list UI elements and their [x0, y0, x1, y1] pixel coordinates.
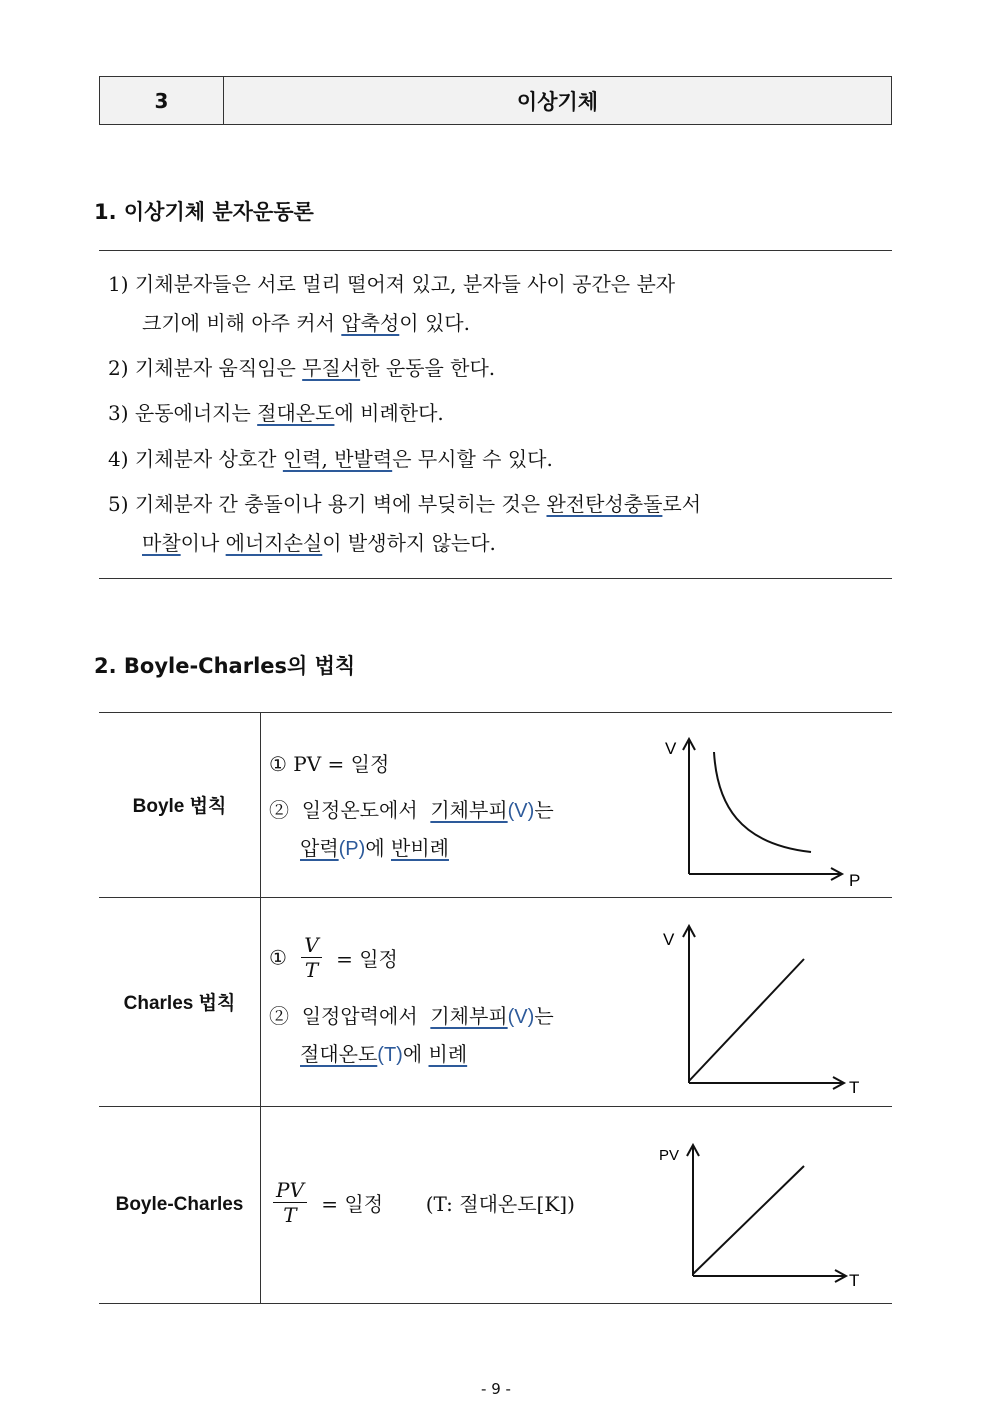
chapter-title: 이상기체: [516, 89, 599, 114]
boyle-graph: [659, 724, 859, 894]
inverse-curve: [714, 752, 811, 852]
boyle-statement-2-cont: 압력(P)에 반비례: [300, 836, 449, 860]
list-item: 2) 기체분자 움직임은 무질서한 운동을 한다.: [108, 356, 496, 380]
boyle-charles-graph: [659, 1134, 859, 1294]
charles-statement-2: ② 일정압력에서 기체부피(V)는: [269, 1004, 554, 1028]
x-axis-label: T: [849, 1078, 860, 1097]
divider: [99, 578, 892, 579]
y-axis-label: V: [663, 930, 675, 949]
boyle-row: [99, 712, 892, 897]
boyle-charles-row: [99, 1106, 892, 1304]
section2-title: 2. Boyle-Charles의 법칙: [94, 654, 356, 678]
y-axis-label: PV: [659, 1147, 680, 1164]
charles-statement-2-cont: 절대온도(T)에 비례: [300, 1042, 468, 1066]
pv-over-t-fraction: $\frac{PV}{T}$: [273, 1178, 307, 1227]
list-item: 4) 기체분자 상호간 인력, 반발력은 무시할 수 있다.: [108, 447, 553, 471]
x-axis-label: P: [849, 871, 861, 890]
section1-title: 1. 이상기체 분자운동론: [94, 200, 314, 224]
charles-statement-1: ① $\frac{V}{T}$ = 일정: [269, 933, 398, 982]
charles-graph: [659, 915, 859, 1095]
y-axis-label: V: [665, 739, 677, 758]
list-item: 1) 기체분자들은 서로 멀리 떨어져 있고, 분자들 사이 공간은 분자 크기에 비해 아주 커서 압축성이 있다.: [108, 272, 676, 335]
law-table: [99, 712, 892, 1304]
boyle-law-name: Boyle 법칙: [132, 796, 227, 817]
charles-law-name: Charles 법칙: [123, 993, 236, 1014]
chapter-header: [99, 76, 892, 125]
boyle-statement-1: ① PV = 일정: [269, 752, 390, 776]
divider: [99, 250, 892, 251]
boyle-charles-law-name: Boyle-Charles: [115, 1194, 244, 1215]
list-item: 3) 운동에너지는 절대온도에 비례한다.: [108, 401, 444, 425]
v-over-t-fraction: $\frac{V}{T}$: [301, 933, 321, 982]
boyle-statement-2: ② 일정온도에서 기체부피(V)는: [269, 798, 554, 822]
list-item: 5) 기체분자 간 충돌이나 용기 벽에 부딪히는 것은 완전탄성충돌로서 마찰이나 에너지손실이 발생하지 않는다.: [108, 492, 702, 555]
boyle-charles-equation: $\frac{PV}{T}$ = 일정 (T: 절대온도[K]): [265, 1178, 575, 1227]
proportional-line: [689, 959, 804, 1081]
page-number: - 9 -: [481, 1380, 511, 1398]
x-axis-label: T: [849, 1271, 860, 1290]
charles-row: [99, 897, 892, 1106]
constant-line: [693, 1166, 804, 1274]
chapter-number: 3: [100, 77, 224, 124]
